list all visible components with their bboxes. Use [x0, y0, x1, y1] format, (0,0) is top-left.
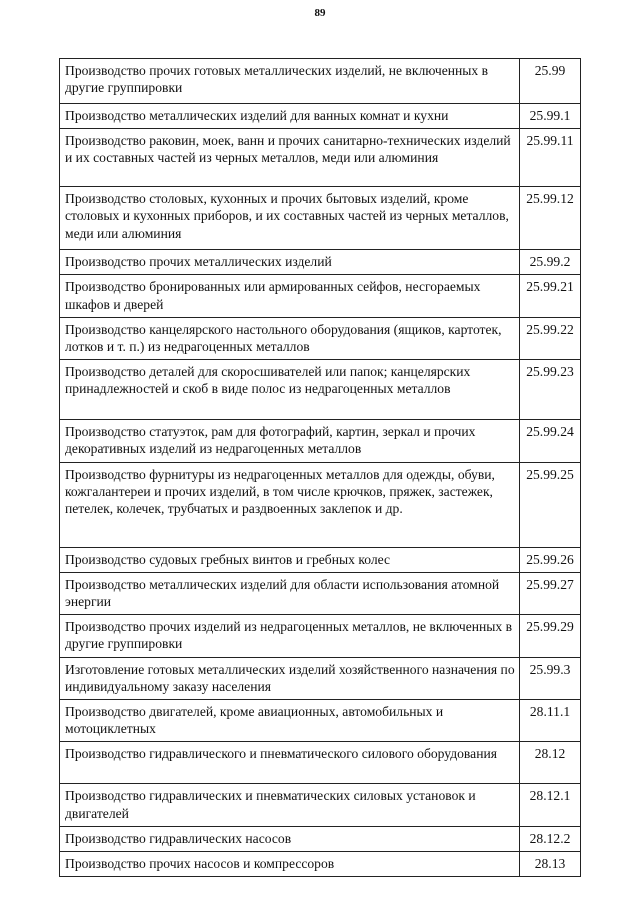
table-row	[60, 572, 581, 614]
activity-code-cell: 25.99.22	[520, 317, 581, 359]
activity-code-cell: 25.99.25	[520, 462, 581, 547]
activity-code-cell: 28.12.1	[520, 784, 581, 826]
activity-name-cell: Производство деталей для скоросшивателей или папок; канцелярских принадлежностей и скоб в виде полос из недрагоценных металлов	[60, 360, 520, 420]
activity-name-cell: Производство бронированных или армированных сейфов, несгораемых шкафов и дверей	[60, 275, 520, 317]
activity-name-cell: Производство гидравлических насосов	[60, 826, 520, 851]
table-row	[60, 129, 581, 187]
table-row	[60, 852, 581, 877]
activity-name-cell: Производство фурнитуры из недрагоценных металлов для одежды, обуви, кожгалантереи и прочих изделий, в том числе крючков, пряжек, застежек, петелек, колечек, трубчатых и раздвоенных заклепок и др.	[60, 462, 520, 547]
activity-name-cell: Производство гидравлических и пневматических силовых установок и двигателей	[60, 784, 520, 826]
activity-code-cell: 25.99.27	[520, 572, 581, 614]
activity-code-table	[59, 58, 581, 877]
activity-name-cell: Производство гидравлического и пневматического силового оборудования	[60, 742, 520, 784]
table-row	[60, 742, 581, 784]
activity-name-cell: Производство прочих изделий из недрагоценных металлов, не включенных в другие группировки	[60, 615, 520, 657]
table-row	[60, 275, 581, 317]
activity-code-cell: 25.99.23	[520, 360, 581, 420]
table-row	[60, 187, 581, 250]
activity-code-cell: 25.99	[520, 59, 581, 104]
activity-name-cell: Производство прочих насосов и компрессоров	[60, 852, 520, 877]
table-row	[60, 547, 581, 572]
activity-name-cell: Производство металлических изделий для ванных комнат и кухни	[60, 104, 520, 129]
activity-code-cell: 28.11.1	[520, 700, 581, 742]
activity-code-cell: 28.12	[520, 742, 581, 784]
table-row	[60, 615, 581, 657]
table-row	[60, 462, 581, 547]
activity-name-cell: Производство металлических изделий для области использования атомной энергии	[60, 572, 520, 614]
activity-name-cell: Производство судовых гребных винтов и гребных колес	[60, 547, 520, 572]
activity-name-cell: Изготовление готовых металлических изделий хозяйственного назначения по индивидуальному заказу населения	[60, 657, 520, 699]
activity-name-cell: Производство двигателей, кроме авиационных, автомобильных и мотоциклетных	[60, 700, 520, 742]
table-row	[60, 59, 581, 104]
table-row	[60, 657, 581, 699]
table-body	[60, 59, 581, 877]
table-row	[60, 784, 581, 826]
activity-name-cell: Производство столовых, кухонных и прочих бытовых изделий, кроме столовых и кухонных приборов, и их составных частей из черных металлов, меди или алюминия	[60, 187, 520, 250]
activity-code-cell: 25.99.3	[520, 657, 581, 699]
table-row	[60, 826, 581, 851]
activity-code-cell: 25.99.12	[520, 187, 581, 250]
table-row	[60, 317, 581, 359]
table-row	[60, 104, 581, 129]
activity-code-cell: 28.13	[520, 852, 581, 877]
activity-code-cell: 25.99.24	[520, 420, 581, 462]
activity-code-cell: 25.99.29	[520, 615, 581, 657]
activity-code-cell: 25.99.2	[520, 250, 581, 275]
activity-name-cell: Производство канцелярского настольного оборудования (ящиков, картотек, лотков и т. п.) из недрагоценных металлов	[60, 317, 520, 359]
table-row	[60, 700, 581, 742]
activity-code-cell: 25.99.21	[520, 275, 581, 317]
activity-name-cell: Производство прочих металлических изделий	[60, 250, 520, 275]
activity-code-cell: 25.99.11	[520, 129, 581, 187]
activity-code-cell: 25.99.1	[520, 104, 581, 129]
activity-code-cell: 28.12.2	[520, 826, 581, 851]
table-row	[60, 250, 581, 275]
table-row	[60, 420, 581, 462]
activity-name-cell: Производство раковин, моек, ванн и прочих санитарно-технических изделий и их составных частей из черных металлов, меди или алюминия	[60, 129, 520, 187]
table-row	[60, 360, 581, 420]
activity-code-cell: 25.99.26	[520, 547, 581, 572]
page-number: 89	[314, 7, 326, 19]
activity-name-cell: Производство статуэток, рам для фотографий, картин, зеркал и прочих декоративных изделий из недрагоценных металлов	[60, 420, 520, 462]
activity-name-cell: Производство прочих готовых металлических изделий, не включенных в другие группировки	[60, 59, 520, 104]
